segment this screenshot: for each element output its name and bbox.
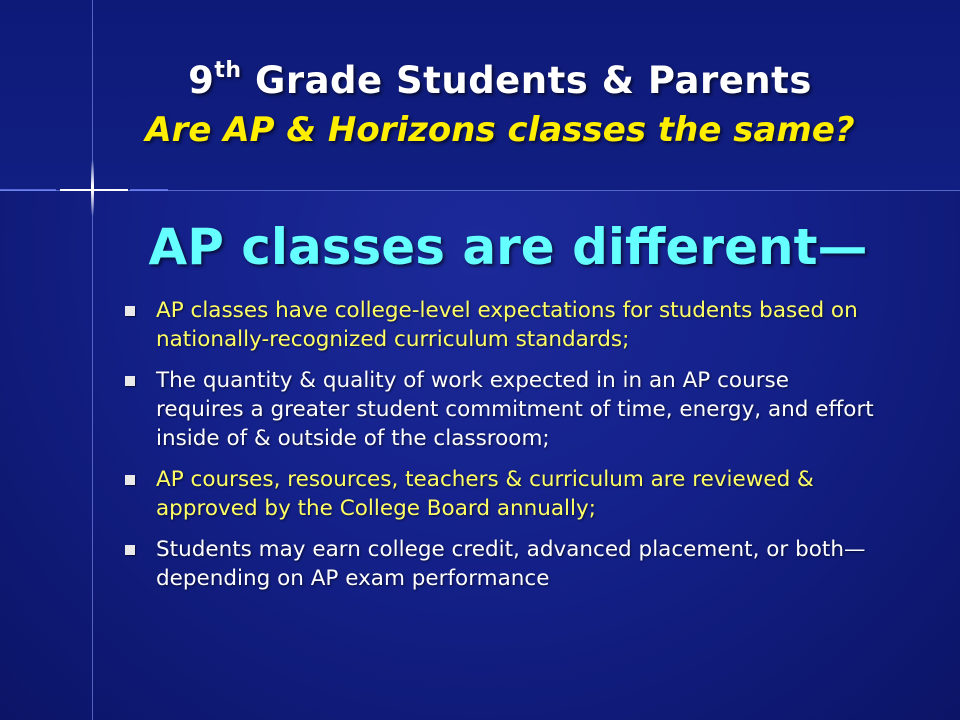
- accent-line-white: [60, 189, 128, 191]
- accent-line-left: [0, 189, 56, 191]
- accent-line-right: [130, 189, 168, 191]
- bullet-item-2: [122, 366, 882, 453]
- square-bullet-icon: [125, 475, 135, 485]
- bullet-list: [122, 296, 882, 605]
- square-bullet-icon: [125, 545, 135, 555]
- slide-headline: AP classes are different—: [148, 218, 868, 276]
- title-text: Grade Students & Parents: [241, 59, 812, 102]
- square-bullet-icon: [125, 306, 135, 316]
- title-number: 9: [188, 59, 215, 102]
- bullet-text: AP courses, resources, teachers & curriculum are reviewed & approved by the College Board annually;: [156, 467, 814, 521]
- bullet-text: AP classes have college-level expectations for students based on nationally-recognized curriculum standards;: [156, 298, 858, 352]
- square-bullet-icon: [125, 376, 135, 386]
- slide-title: [0, 58, 960, 102]
- bullet-text: Students may earn college credit, advanced placement, or both—depending on AP exam performance: [156, 537, 866, 591]
- slide-subtitle: Are AP & Horizons classes the same?: [145, 110, 855, 150]
- accent-line-vertical: [91, 160, 94, 216]
- bullet-item-3: [122, 465, 882, 523]
- bullet-item-1: [122, 296, 882, 354]
- vertical-guide-line: [92, 0, 93, 720]
- bullet-text: The quantity & quality of work expected in in an AP course requires a greater student commitment of time, energy, and effort inside of & outside of the classroom;: [156, 368, 874, 451]
- title-superscript: th: [214, 58, 242, 83]
- bullet-item-4: [122, 535, 882, 593]
